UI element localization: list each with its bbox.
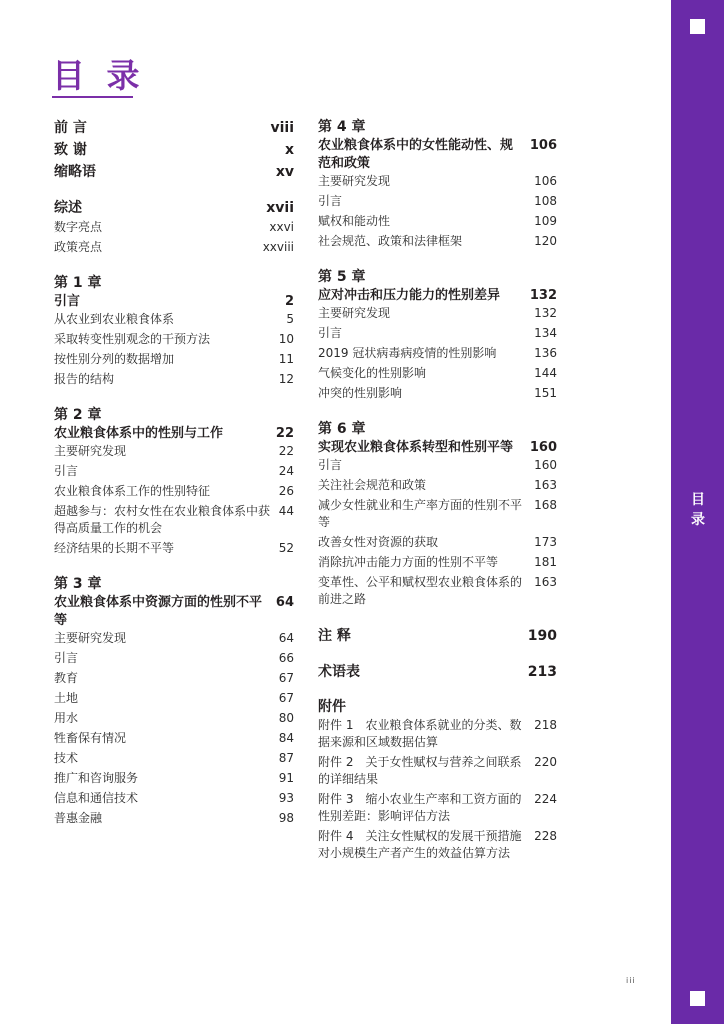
toc-spacer	[318, 647, 557, 661]
toc-entry-sub[interactable]	[54, 810, 294, 827]
toc-entry-page: 87	[278, 751, 294, 765]
toc-entry-page: 132	[529, 288, 557, 303]
toc-entry-page: 106	[534, 174, 557, 188]
toc-entry-page: 144	[534, 366, 557, 380]
toc-entry-title: 第 4 章	[318, 119, 366, 135]
toc-entry-page: 163	[534, 478, 557, 492]
toc-entry-head[interactable]	[54, 197, 294, 219]
toc-entry-page: 160	[534, 458, 557, 472]
toc-entry-sub[interactable]	[54, 239, 294, 256]
toc-entry-sub[interactable]	[54, 219, 294, 236]
page-number: iii	[626, 976, 636, 985]
toc-entry-head[interactable]	[54, 161, 294, 183]
toc-entry-sub[interactable]	[54, 650, 294, 667]
toc-entry-sub[interactable]	[54, 730, 294, 747]
toc-entry-sub[interactable]	[54, 690, 294, 707]
toc-entry-sub[interactable]	[318, 365, 557, 382]
toc-entry-chapter[interactable]	[54, 574, 294, 594]
toc-entry-title: 注 释	[318, 628, 351, 644]
toc-entry-page: 190	[527, 628, 557, 644]
toc-entry-sub[interactable]	[54, 670, 294, 687]
toc-entry-title: 引言	[318, 194, 343, 208]
toc-entry-sub[interactable]	[54, 770, 294, 787]
toc-entry-sub[interactable]	[54, 351, 294, 368]
toc-entry-page: 91	[278, 771, 294, 785]
toc-entry-page: 93	[278, 791, 294, 805]
toc-entry-sub[interactable]	[318, 457, 557, 474]
toc-entry-sub[interactable]	[318, 828, 557, 862]
toc-entry-title: 实现农业粮食体系转型和性别平等	[318, 440, 514, 455]
toc-entry-page: 163	[534, 575, 557, 589]
toc-entry-title: 推广和咨询服务	[54, 771, 139, 785]
toc-entry-title: 政策亮点	[54, 240, 103, 254]
toc-entry-title: 气候变化的性别影响	[318, 366, 427, 380]
toc-entry-title: 农业粮食体系中的性别与工作	[54, 426, 224, 441]
toc-entry-title: 第 6 章	[318, 421, 366, 437]
toc-entry-page: 213	[527, 664, 557, 680]
toc-entry-sub[interactable]	[318, 554, 557, 571]
toc-entry-title: 技术	[54, 751, 79, 765]
toc-entry-title: 赋权和能动性	[318, 214, 391, 228]
toc-entry-page: 44	[278, 504, 294, 518]
toc-entry-sub[interactable]	[318, 791, 557, 825]
toc-entry-page: 67	[278, 671, 294, 685]
toc-entry-chapter[interactable]	[54, 273, 294, 293]
toc-entry-page: 66	[278, 651, 294, 665]
toc-entry-head[interactable]	[318, 661, 557, 683]
toc-spacer	[318, 253, 557, 267]
toc-entry-sub[interactable]	[318, 574, 557, 608]
toc-entry-title: 用水	[54, 711, 79, 725]
toc-entry-page: 5	[286, 312, 294, 326]
toc-entry-title: 综述	[54, 200, 82, 216]
toc-entry-page: 106	[529, 138, 557, 153]
toc-entry-title: 消除抗冲击能力方面的性别不平等	[318, 555, 499, 569]
toc-entry-page: 22	[275, 426, 294, 441]
toc-spacer	[318, 683, 557, 697]
toc-entry-title: 引言	[54, 651, 79, 665]
toc-entry-chapter[interactable]	[318, 419, 557, 439]
toc-entry-title: 附件 1 农业粮食体系就业的分类、数据来源和区域数据估算	[318, 718, 522, 749]
toc-entry-sub[interactable]	[54, 311, 294, 328]
toc-entry-page: 224	[534, 792, 557, 806]
toc-entry-title: 按性别分列的数据增加	[54, 352, 175, 366]
toc-entry-title: 第 3 章	[54, 576, 102, 592]
toc-entry-sub[interactable]	[318, 497, 557, 531]
toc-entry-page: 67	[278, 691, 294, 705]
toc-entry-head[interactable]	[318, 625, 557, 647]
toc-entry-page: 220	[534, 755, 557, 769]
toc-entry-title: 附件 3 缩小农业生产率和工资方面的性别差距：影响评估方法	[318, 792, 522, 823]
toc-entry-page: 10	[278, 332, 294, 346]
toc-entry-head[interactable]	[54, 139, 294, 161]
sidebar-section-label: 目 录	[691, 492, 705, 528]
toc-entry-sect[interactable]	[318, 287, 557, 305]
toc-entry-title: 附件 4 关注女性赋权的发展干预措施对小规模生产者产生的效益估算方法	[318, 829, 522, 860]
toc-entry-title: 主要研究发现	[318, 174, 391, 188]
toc-spacer	[318, 611, 557, 625]
toc-entry-page: xvii	[266, 200, 294, 216]
toc-entry-title: 附件	[318, 699, 346, 715]
toc-spacer	[54, 259, 294, 273]
toc-entry-page: 228	[534, 829, 557, 843]
toc-entry-title: 应对冲击和压力能力的性别差异	[318, 288, 501, 303]
toc-entry-title: 改善女性对资源的获取	[318, 535, 439, 549]
toc-entry-title: 第 1 章	[54, 275, 102, 291]
toc-entry-chapter[interactable]	[318, 117, 557, 137]
toc-entry-page: xxviii	[262, 240, 294, 254]
toc-entry-sub[interactable]	[54, 790, 294, 807]
toc-entry-title: 采取转变性别观念的干预方法	[54, 332, 211, 346]
toc-entry-sect[interactable]	[318, 439, 557, 457]
toc-entry-page: 98	[278, 811, 294, 825]
toc-entry-sub[interactable]	[318, 477, 557, 494]
toc-entry-title: 信息和通信技术	[54, 791, 139, 805]
toc-entry-page: 120	[534, 234, 557, 248]
toc-entry-page: 168	[534, 498, 557, 512]
toc-spacer	[54, 560, 294, 574]
toc-entry-title: 变革性、公平和赋权型农业粮食体系的前进之路	[318, 575, 523, 606]
toc-entry-sect[interactable]	[54, 425, 294, 443]
toc-entry-page: 12	[278, 372, 294, 386]
toc-entry-sect[interactable]	[54, 293, 294, 311]
toc-entry-title: 第 5 章	[318, 269, 366, 285]
sidebar-square-bottom	[690, 991, 705, 1006]
toc-entry-head[interactable]	[54, 117, 294, 139]
toc-entry-title: 农业粮食体系中资源方面的性别不平等	[54, 595, 263, 628]
toc-entry-page: xv	[275, 164, 294, 180]
toc-entry-page: x	[284, 142, 294, 158]
toc-entry-page: 134	[534, 326, 557, 340]
toc-entry-page: 64	[275, 595, 294, 610]
toc-left-column	[54, 117, 294, 830]
toc-entry-title: 报告的结构	[54, 372, 115, 386]
toc-entry-page: 2	[284, 294, 294, 309]
toc-entry-page: 151	[534, 386, 557, 400]
toc-entry-page: 173	[534, 535, 557, 549]
toc-entry-title: 社会规范、政策和法律框架	[318, 234, 463, 248]
toc-entry-title: 引言	[54, 294, 81, 309]
toc-entry-title: 缩略语	[54, 164, 96, 180]
toc-entry-title: 附件 2 关于女性赋权与营养之间联系的详细结果	[318, 755, 522, 786]
toc-entry-page: 22	[278, 444, 294, 458]
toc-entry-title: 经济结果的长期不平等	[54, 541, 175, 555]
toc-entry-title: 土地	[54, 691, 79, 705]
toc-entry-title: 术语表	[318, 664, 360, 680]
toc-entry-page: 84	[278, 731, 294, 745]
toc-entry-title: 冲突的性别影响	[318, 386, 403, 400]
toc-entry-sect[interactable]	[318, 137, 557, 173]
toc-entry-title: 2019 冠状病毒病疫情的性别影响	[318, 346, 497, 360]
toc-entry-sub[interactable]	[318, 173, 557, 190]
toc-entry-sub[interactable]	[318, 213, 557, 230]
toc-entry-title: 致 谢	[54, 142, 87, 158]
toc-entry-page: 160	[529, 440, 557, 455]
toc-spacer	[54, 183, 294, 197]
toc-entry-sub[interactable]	[54, 443, 294, 460]
title-underline	[52, 96, 133, 98]
toc-entry-sect[interactable]	[54, 594, 294, 630]
toc-spacer	[318, 405, 557, 419]
toc-entry-title: 关注社会规范和政策	[318, 478, 427, 492]
toc-entry-sub[interactable]	[54, 630, 294, 647]
toc-entry-page: 109	[534, 214, 557, 228]
toc-entry-title: 农业粮食体系工作的性别特征	[54, 484, 211, 498]
toc-entry-sub[interactable]	[318, 754, 557, 788]
toc-entry-sub[interactable]	[54, 483, 294, 500]
toc-entry-page: xxvi	[269, 220, 294, 234]
toc-entry-title: 引言	[318, 326, 343, 340]
page-title: 目 录	[52, 56, 145, 95]
toc-entry-title: 教育	[54, 671, 79, 685]
toc-entry-title: 前 言	[54, 120, 87, 136]
toc-entry-sub[interactable]	[318, 385, 557, 402]
toc-entry-page: 132	[534, 306, 557, 320]
sidebar-square-top	[690, 19, 705, 34]
toc-entry-page: 136	[534, 346, 557, 360]
toc-entry-sub[interactable]	[54, 750, 294, 767]
toc-entry-page: 26	[278, 484, 294, 498]
toc-entry-page: 181	[534, 555, 557, 569]
toc-entry-sub[interactable]	[54, 540, 294, 557]
toc-entry-title: 第 2 章	[54, 407, 102, 423]
toc-entry-sub[interactable]	[54, 331, 294, 348]
toc-entry-page: viii	[270, 120, 294, 136]
toc-entry-page: 64	[278, 631, 294, 645]
toc-entry-title: 主要研究发现	[54, 631, 127, 645]
toc-entry-chapter[interactable]	[318, 697, 557, 717]
toc-entry-title: 牲畜保有情况	[54, 731, 127, 745]
toc-entry-title: 农业粮食体系中的女性能动性、规范和政策	[318, 138, 514, 171]
toc-entry-sub[interactable]	[318, 305, 557, 322]
toc-entry-title: 引言	[54, 464, 79, 478]
toc-entry-sub[interactable]	[54, 710, 294, 727]
toc-entry-sub[interactable]	[54, 463, 294, 480]
toc-entry-title: 普惠金融	[54, 811, 103, 825]
section-sidebar	[671, 0, 724, 1024]
toc-entry-sub[interactable]	[318, 717, 557, 751]
toc-right-column	[318, 117, 557, 865]
toc-spacer	[54, 391, 294, 405]
toc-entry-title: 减少女性就业和生产率方面的性别不平等	[318, 498, 523, 529]
toc-entry-title: 主要研究发现	[318, 306, 391, 320]
toc-entry-title: 数字亮点	[54, 220, 103, 234]
toc-entry-sub[interactable]	[318, 193, 557, 210]
toc-entry-chapter[interactable]	[318, 267, 557, 287]
toc-entry-sub[interactable]	[318, 233, 557, 250]
toc-entry-sub[interactable]	[318, 325, 557, 342]
toc-entry-page: 24	[278, 464, 294, 478]
toc-entry-title: 主要研究发现	[54, 444, 127, 458]
toc-entry-sub[interactable]	[318, 345, 557, 362]
toc-entry-title: 超越参与：农村女性在农业粮食体系中获得高质量工作的机会	[54, 504, 271, 535]
toc-entry-sub[interactable]	[318, 534, 557, 551]
toc-entry-sub[interactable]	[54, 503, 294, 537]
toc-entry-title: 引言	[318, 458, 343, 472]
toc-entry-title: 从农业到农业粮食体系	[54, 312, 175, 326]
toc-entry-page: 108	[534, 194, 557, 208]
toc-entry-page: 80	[278, 711, 294, 725]
toc-entry-page: 218	[534, 718, 557, 732]
toc-entry-chapter[interactable]	[54, 405, 294, 425]
toc-entry-page: 52	[278, 541, 294, 555]
toc-entry-page: 11	[278, 352, 294, 366]
toc-entry-sub[interactable]	[54, 371, 294, 388]
